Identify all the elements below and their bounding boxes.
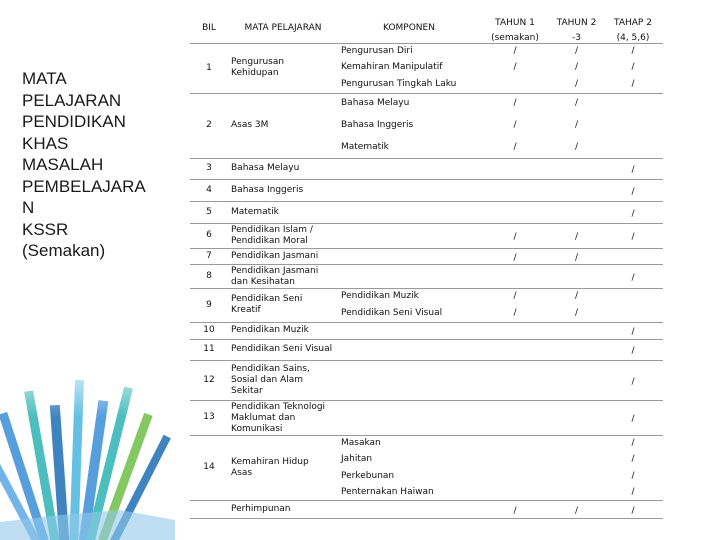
tick-tahun-1: / [513, 120, 517, 130]
component-name: Kemahiran Manipulatif [341, 62, 443, 72]
row-bil: 12 [203, 374, 215, 385]
row-divider [190, 43, 663, 44]
page-title: MATA PELAJARAN PENDIDIKAN KHAS MASALAH PEMBELAJARA N KSSR (Semakan) [22, 69, 146, 260]
component-name: Pendidikan Seni Visual [341, 308, 443, 318]
tick-tahun-2-3: / [574, 291, 579, 301]
row-divider [190, 435, 663, 436]
row-divider [190, 400, 663, 401]
tick-tahap-2: / [631, 505, 635, 516]
tick-tahap-2: / [631, 414, 635, 424]
tick-tahun-1: / [513, 291, 517, 301]
tick-tahap-2: / [631, 208, 635, 219]
row-subject: Matematik [231, 206, 279, 217]
row-subject: Bahasa Melayu [231, 163, 300, 173]
row-subject: Pendidikan Islam / Pendidikan Moral [231, 225, 313, 246]
header-bil: BIL [202, 23, 216, 33]
row-bil: 9 [206, 299, 212, 310]
tick-tahun-2-3: / [574, 252, 579, 263]
row-subject: Pendidikan Jasmani dan Kesihatan [231, 266, 319, 287]
row-subject: Perhimpunan [231, 503, 291, 514]
tick-tahun-2-3: / [574, 46, 579, 56]
row-divider [190, 339, 663, 340]
tick-tahap-2: / [631, 346, 635, 356]
component-name: Perkebunan [341, 471, 395, 481]
header-tahun-1: TAHUN 1 (semakan) [491, 18, 539, 43]
header-komponen: KOMPONEN [383, 23, 435, 33]
row-bil: 8 [206, 270, 212, 281]
tick-tahun-2-3: / [574, 79, 579, 89]
row-divider [190, 264, 663, 265]
row-subject: Pendidikan Seni Visual [231, 344, 333, 354]
tick-tahun-2-3: / [574, 232, 579, 242]
row-bil: 7 [206, 250, 212, 261]
row-divider [190, 158, 663, 159]
tick-tahap-2: / [631, 165, 635, 175]
tick-tahap-2: / [631, 471, 635, 481]
tick-tahap-2: / [631, 454, 635, 464]
component-name: Pendidikan Muzik [341, 291, 419, 301]
row-subject: Bahasa Inggeris [231, 184, 304, 195]
row-divider [190, 223, 663, 224]
component-name: Masakan [341, 438, 381, 448]
tick-tahap-2: / [631, 487, 635, 497]
tick-tahun-2-3: / [574, 98, 579, 108]
row-divider [190, 500, 663, 501]
row-subject: Pendidikan Sains, Sosial dan Alam Sekitar [231, 363, 310, 396]
component-name: Penternakan Haiwan [341, 487, 434, 497]
tick-tahap-2: / [631, 272, 635, 283]
tick-tahun-1: / [513, 142, 517, 152]
tick-tahap-2: / [631, 46, 635, 56]
row-subject: Pengurusan Kehidupan [231, 57, 285, 78]
tick-tahun-1: / [513, 252, 517, 263]
row-subject: Pendidikan Seni Kreatif [231, 294, 303, 315]
row-bil: 6 [206, 230, 212, 240]
row-divider [190, 518, 663, 519]
row-subject: Pendidikan Teknologi Maklumat dan Komunikasi [231, 402, 326, 434]
row-divider [190, 179, 663, 180]
row-bil: 13 [203, 412, 215, 422]
tick-tahun-1: / [513, 505, 517, 516]
component-name: Bahasa Inggeris [341, 120, 414, 130]
row-subject: Pendidikan Muzik [231, 325, 309, 335]
tick-tahun-2-3: / [574, 62, 579, 72]
component-name: Pengurusan Tingkah Laku [341, 79, 457, 89]
header-mata-pelajaran: MATA PELAJARAN [244, 23, 322, 33]
tick-tahun-1: / [513, 98, 517, 108]
tick-tahun-1: / [513, 232, 517, 242]
row-subject: Kemahiran Hidup Asas [231, 456, 309, 478]
tick-tahun-1: / [513, 46, 517, 56]
header-tahun-2-3: TAHUN 2 -3 [556, 18, 597, 43]
header-tahap-2: TAHAP 2 (4, 5,6) [614, 18, 652, 43]
component-name: Matematik [341, 142, 389, 152]
tick-tahap-2: / [631, 376, 635, 387]
tick-tahap-2: / [631, 438, 635, 448]
row-bil: 3 [206, 163, 212, 173]
tick-tahun-2-3: / [574, 120, 579, 130]
component-name: Pengurusan Diri [341, 46, 413, 56]
tick-tahap-2: / [631, 327, 635, 337]
tick-tahap-2: / [631, 79, 635, 89]
row-divider [190, 322, 663, 323]
row-bil: 1 [206, 62, 212, 73]
component-name: Bahasa Melayu [341, 98, 410, 108]
row-divider [190, 288, 663, 289]
tick-tahap-2: / [631, 186, 635, 197]
row-bil: 11 [203, 344, 215, 354]
row-bil: 10 [203, 325, 215, 335]
row-subject: Pendidikan Jasmani [231, 250, 319, 261]
tick-tahun-2-3: / [574, 308, 579, 318]
row-bil: 2 [206, 120, 212, 130]
component-name: Jahitan [341, 454, 373, 464]
row-divider [190, 201, 663, 202]
row-bil: 4 [206, 184, 212, 195]
row-bil: 5 [206, 206, 212, 217]
tick-tahap-2: / [631, 62, 635, 72]
row-subject: Asas 3M [231, 120, 269, 130]
tick-tahun-1: / [513, 308, 517, 318]
tick-tahun-1: / [513, 62, 517, 72]
row-divider [190, 93, 663, 94]
tick-tahun-2-3: / [574, 142, 579, 152]
row-divider [190, 248, 663, 249]
tick-tahap-2: / [631, 232, 635, 242]
row-bil: 14 [203, 462, 215, 472]
row-divider [190, 360, 663, 361]
tick-tahun-2-3: / [574, 505, 579, 516]
